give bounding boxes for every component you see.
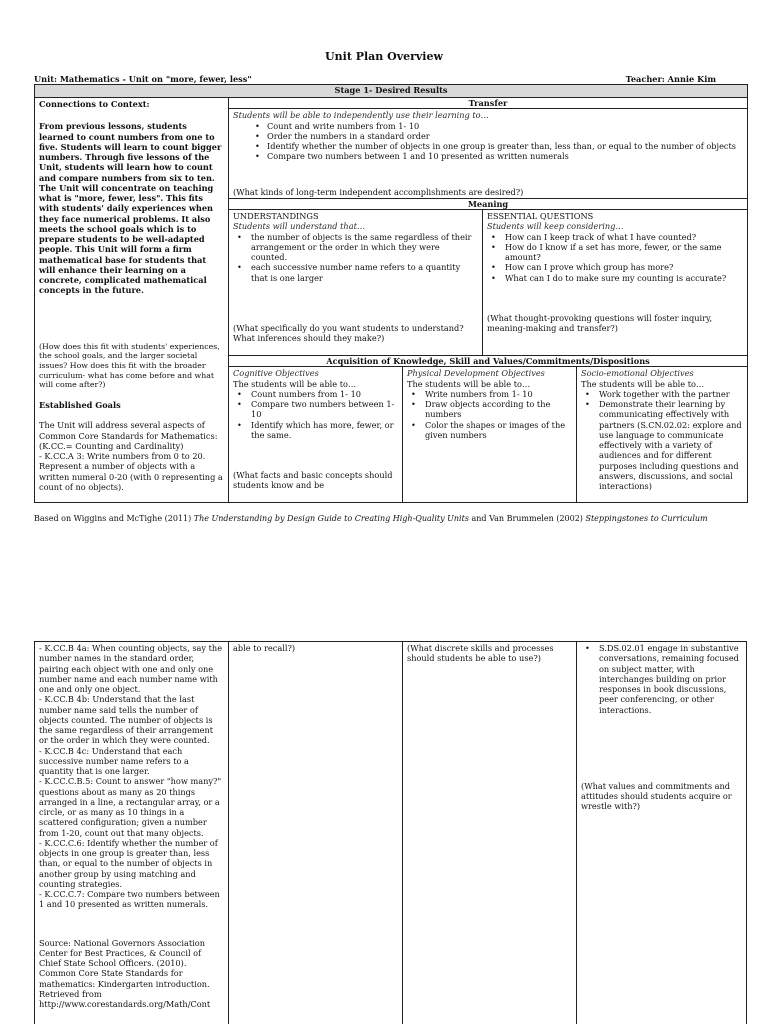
meaning-header: Meaning (229, 198, 748, 209)
eq-lead: Students will keep considering… (487, 221, 624, 232)
standard-line: - K.CC.B 4a: When counting objects, say the number names in the standard order, pairing each object with one and only one number name and each number name with one and only one object. (39, 643, 223, 694)
standard-line: - K.CC.C.B.5: Count to answer "how many?" questions about as many as 20 things arranged in a line, a rectangular array, or a circle, or as many as 10 things in a scattered configuration; given a number from 1-20, count out that many objects. (39, 776, 222, 838)
unit-plan-table (34, 84, 748, 503)
transfer-header: Transfer (229, 98, 748, 109)
physical-heading: Physical Development Objectives (407, 368, 545, 379)
cognitive-question: (What facts and basic concepts should students know and be (233, 470, 393, 491)
eq-item: • How can I keep track of what I have counted? (487, 232, 743, 242)
transfer-item: • Compare two numbers between 1 and 10 presented as written numerals (233, 151, 743, 161)
cognitive-lead: The students will be able to… (233, 378, 357, 389)
physical-item: • Color the shapes or images of the given numbers (407, 420, 572, 441)
physical-lead: The students will be able to… (407, 378, 531, 389)
footer-book1: The Understanding by Design Guide to Creating High-Quality Units (193, 514, 469, 523)
page2-social-list (581, 643, 742, 715)
document-title: Unit Plan Overview (325, 50, 443, 63)
eq-list (487, 232, 743, 283)
eq-heading: ESSENTIAL QUESTIONS (487, 211, 594, 221)
eq-question: (What thought-provoking questions will foster inquiry, meaning-making and transfer?) (487, 312, 713, 333)
understandings-cell (229, 210, 483, 356)
goals-heading: Established Goals (39, 400, 121, 411)
physical-item: • Draw objects according to the numbers (407, 399, 572, 420)
cognitive-item: • Identify which has more, fewer, or the same. (233, 420, 398, 441)
transfer-question: (What kinds of long-term independent accomplishments are desired?) (233, 186, 524, 197)
unit-label: Unit: Mathematics - Unit on "more, fewer, less" (34, 74, 252, 84)
page-two (34, 641, 747, 1024)
standard-line: - K.CC.C.6: Identify whether the number of objects in one group is greater than, less than, or equal to the number of objects in another group by using matching and counting strategies. (39, 837, 218, 889)
footer-citation (34, 514, 708, 523)
page2-standards-column (34, 642, 228, 1024)
goals-item: - K.CC.A 3: Write numbers from 0 to 20. Represent a number of objects with a written numeral 0-20 (with 0 representing a count of no objects). (39, 451, 223, 492)
standard-line: - K.CC.C.7: Compare two numbers between 1 and 10 presented as written numerals. (39, 889, 220, 910)
connections-body: From previous lessons, students learned to count numbers from one to five. Students will learn to count bigger numbers. Through five lessons of the Unit, students will learn how to count and compare numbers from six to ten. The Unit will concentrate on teaching what is "more, fewer, less". This fits with students' daily experiences when they face numerical problems. It also meets the school goals which is to prepare students to be well-adapted people. This Unit will form a firm mathematical base for students that will enhance their learning on a concrete, complicated mathematical concepts in the future. (39, 121, 222, 296)
social-item: • Work together with the partner (581, 389, 743, 399)
eq-item: • What can I do to make sure my counting is accurate? (487, 273, 743, 283)
transfer-item: • Order the numbers in a standard order (233, 131, 743, 141)
transfer-cell (229, 109, 748, 199)
connections-cell (35, 98, 229, 503)
understandings-lead: Students will understand that… (233, 221, 366, 232)
footer-middle: and Van Brummelen (2002) (468, 514, 586, 523)
page2-social-column (576, 642, 747, 1024)
social-cell (577, 367, 748, 503)
teacher-label: Teacher: Annie Kim (625, 74, 716, 84)
transfer-item: • Count and write numbers from 1- 10 (233, 121, 743, 131)
physical-cell (403, 367, 577, 503)
transfer-item: • Identify whether the number of objects in one group is greater than, less than, or equal to the number of objects (233, 141, 743, 151)
stage1-header: Stage 1- Desired Results (35, 85, 748, 98)
physical-item: • Write numbers from 1- 10 (407, 389, 572, 399)
understandings-heading: UNDERSTANDINGS (233, 211, 319, 221)
connections-question: (How does this fit with students' experiences, the school goals, and the larger societal issues? How does this fit with the broader curriculum- what has come before and what will come after?) (39, 341, 220, 390)
understandings-item: • each successive number name refers to a quantity that is one larger (233, 262, 478, 283)
acquisition-header: Acquisition of Knowledge, Skill and Values/Commitments/Dispositions (229, 356, 748, 367)
transfer-list (233, 121, 743, 162)
cognitive-item: • Count numbers from 1- 10 (233, 389, 398, 399)
cognitive-heading: Cognitive Objectives (233, 368, 319, 379)
page2-social-item: • S.DS.02.01 engage in substantive conversations, remaining focused on subject matter, with interchanges building on prior responses in book discussions, peer conferencing, or other interactions. (581, 643, 742, 715)
standard-line: - K.CC.B 4b: Understand that the last number name said tells the number of objects counted. The number of objects is the same regardless of their arrangement or the order in which they were counted. (39, 694, 214, 746)
page2-cognitive-text: able to recall?) (233, 643, 296, 653)
cognitive-item: • Compare two numbers between 1- 10 (233, 399, 398, 420)
cognitive-list (233, 389, 398, 440)
eq-item: • How do I know if a set has more, fewer, or the same amount? (487, 242, 743, 263)
understandings-list (233, 232, 478, 283)
page2-physical-text: (What discrete skills and processes should students be able to use?) (407, 643, 554, 664)
physical-list (407, 389, 572, 440)
goals-body: The Unit will address several aspects of Common Core Standards for Mathematics: (K.CC.= Counting and Cardinality) (39, 420, 218, 451)
social-heading: Socio-emotional Objectives (581, 368, 694, 379)
transfer-lead: Students will be able to independently use their learning to… (233, 110, 489, 121)
standard-line: - K.CC.B 4c: Understand that each successive number name refers to a quantity that is one larger. (39, 745, 189, 776)
social-item: • Demonstrate their learning by communicating effectively with partners (S.CN.02.02: explore and use language to communicate effectively with a variety of audiences and for different purposes including questions and answers, discussions, and social interactions) (581, 399, 743, 491)
understandings-item: • the number of objects is the same regardless of their arrangement or the order in which they were counted. (233, 232, 478, 263)
page2-cognitive-column (228, 642, 402, 1024)
footer-prefix: Based on Wiggins and McTighe (2011) (34, 514, 194, 523)
social-list (581, 389, 743, 492)
eq-item: • How can I prove which group has more? (487, 262, 743, 272)
standards-source: Source: National Governors Association Center for Best Practices, & Council of Chief State School Officers. (2010). Common Core State Standards for mathematics: Kindergarten introduction. Retrieved from http://www.corestandards.org/Math/Cont (39, 937, 211, 1009)
page2-social-question: (What values and commitments and attitudes should students acquire or wrestle with?) (581, 780, 732, 812)
page2-physical-column (402, 642, 576, 1024)
cognitive-cell (229, 367, 403, 503)
connections-heading: Connections to Context: (39, 99, 150, 109)
social-lead: The students will be able to… (581, 378, 705, 389)
footer-book2: Steppingstones to Curriculum (585, 514, 708, 523)
essential-questions-cell (483, 210, 748, 356)
understandings-question: (What specifically do you want students to understand? What inferences should they make?) (233, 322, 464, 343)
